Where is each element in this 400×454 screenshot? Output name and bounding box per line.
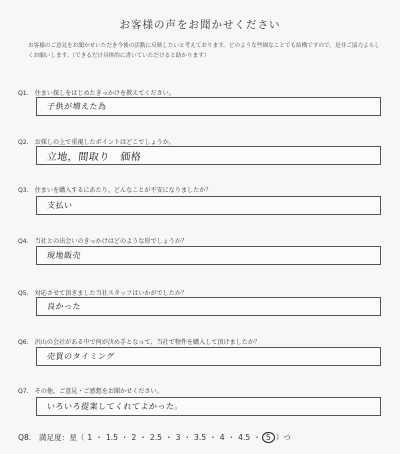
page-title: お客様の声をお聞かせください xyxy=(119,19,281,31)
question-6-answer: 売買のタイミング xyxy=(46,352,116,361)
rating-separator: ・ xyxy=(95,433,103,442)
question-3-answer: 支払い xyxy=(46,201,73,210)
rating-option-5[interactable]: 5 xyxy=(262,432,275,443)
question-2-label: Q2. お探しの上で重視したポイントはどこでしょうか。 xyxy=(18,139,175,146)
rating-option-2[interactable]: 2 xyxy=(131,433,137,442)
rating-separator: ・ xyxy=(165,433,173,442)
rating-separator: ・ xyxy=(139,433,147,442)
rating-option-1-5[interactable]: 1.5 xyxy=(105,433,118,442)
question-1-answer-field[interactable] xyxy=(36,97,381,116)
question-3-label: Q3. 住まいを購入するにあたり、どんなことが不安になりましたか？ xyxy=(18,187,212,194)
question-5-answer-field[interactable] xyxy=(36,297,381,316)
rating-separator: ・ xyxy=(227,433,236,442)
rating-separator: ・ xyxy=(209,433,217,442)
question-4-label: Q4. 当社との出会いのきっかけはどのような形でしょうか？ xyxy=(18,238,188,245)
question-5-answer: 良かった xyxy=(46,302,82,311)
satisfaction-label: Q8. 満足度：星（ xyxy=(18,433,85,442)
question-7-answer: いろいろ提案してくれてよかった。 xyxy=(46,402,184,411)
question-4-answer-field[interactable] xyxy=(36,246,381,265)
rating-separator: ・ xyxy=(253,433,261,442)
satisfaction-suffix: ）つ xyxy=(275,433,291,442)
rating-option-2-5[interactable]: 2.5 xyxy=(149,433,163,442)
satisfaction-options xyxy=(84,433,275,442)
question-2-answer: 立地，間取り 価格 xyxy=(46,152,142,163)
rating-option-4[interactable]: 4 xyxy=(219,433,225,442)
rating-option-1[interactable]: 1 xyxy=(87,433,93,442)
question-5-label: Q5. 対応させて頂きました当社スタッフはいかがでしたか？ xyxy=(18,290,188,297)
question-4-answer: 現地販売 xyxy=(46,251,82,260)
question-7-label: Q7. その他、ご意見・ご感想をお聞かせください。 xyxy=(18,388,163,395)
question-1-label: Q1. 住まい探しをはじめたきっかけを教えてください。 xyxy=(18,90,175,97)
rating-option-3[interactable]: 3 xyxy=(175,433,181,442)
rating-option-4-5[interactable]: 4.5 xyxy=(238,433,251,442)
intro-text: お客様のご意見をお聞かせいただき今後の活動に反映したいと考えております。どのような些細なことでも結構ですので、是非ご協力よろしくお願いします。（できるだけ具体的に書いていただけると助かります） xyxy=(28,43,380,59)
question-3-answer-field[interactable] xyxy=(36,196,381,215)
question-1-answer: 子供が増えた為 xyxy=(46,102,107,111)
satisfaction-rating xyxy=(18,432,390,443)
question-6-answer-field[interactable] xyxy=(36,347,381,366)
rating-option-3-5[interactable]: 3.5 xyxy=(194,433,207,442)
rating-separator: ・ xyxy=(120,433,129,442)
question-7-answer-field[interactable] xyxy=(36,397,381,416)
question-6-label: Q6. 沢山の会社がある中で何が決め手となって、当社で物件を購入して頂けましたか？ xyxy=(18,339,261,346)
rating-separator: ・ xyxy=(183,433,192,442)
question-2-answer-field[interactable] xyxy=(36,146,381,165)
